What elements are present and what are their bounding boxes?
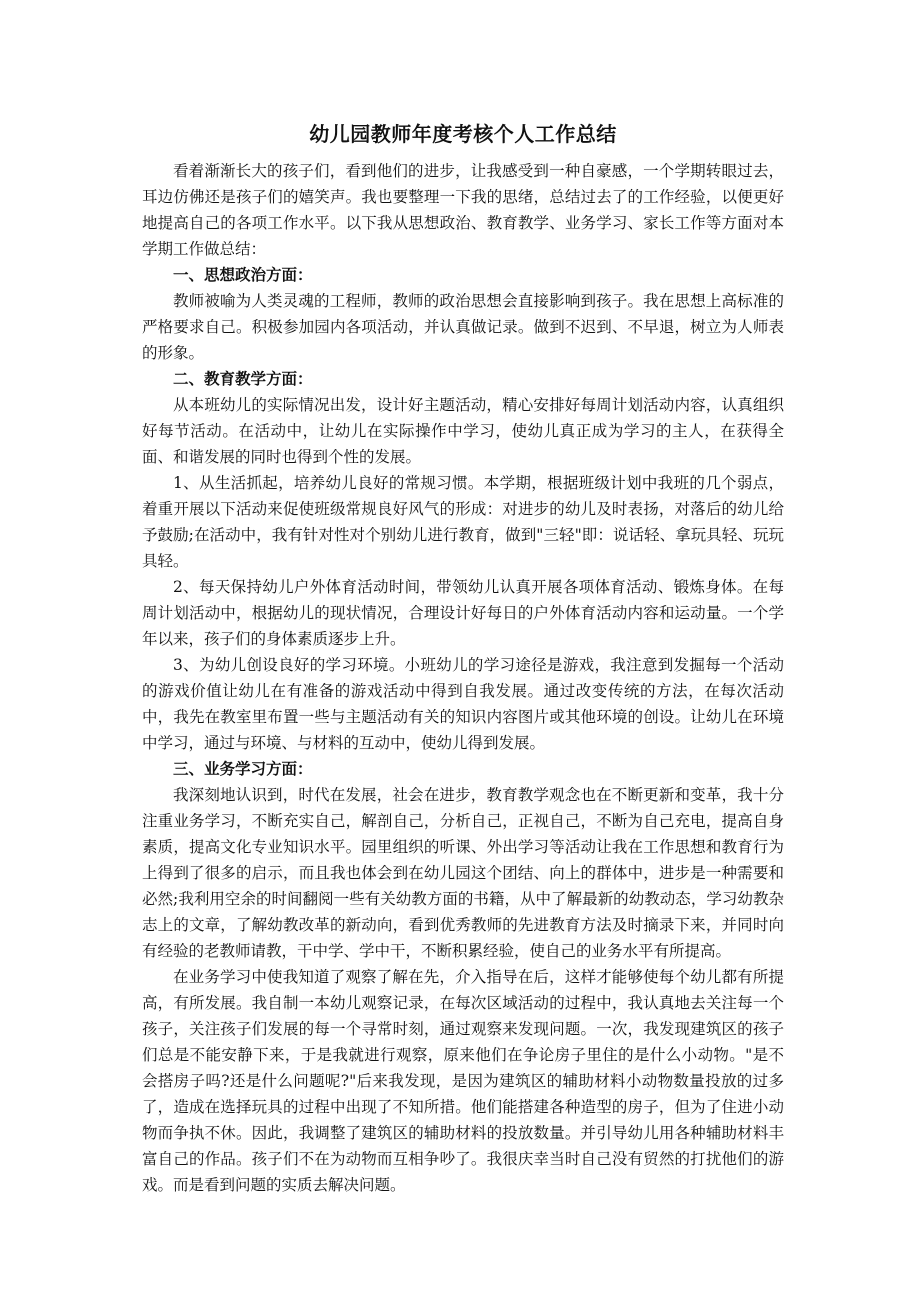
document-page bbox=[142, 120, 784, 1198]
teaching-paragraph-2: 1、从生活抓起，培养幼儿良好的常规习惯。本学期，根据班级计划中我班的几个弱点，着重开展以下活动来促使班级常规良好风气的形成：对进步的幼儿及时表扬，对落后的幼儿给予鼓励;在活动中，我有针对性对个别幼儿进行教育，做到"三轻"即：说话轻、拿玩具轻、玩玩具轻。 bbox=[142, 474, 784, 570]
teaching-paragraph-3: 2、每天保持幼儿户外体育活动时间，带领幼儿认真开展各项体育活动、锻炼身体。在每周计划活动中，根据幼儿的现状情况，合理设计好每日的户外体育活动内容和运动量。一个学年以来，孩子们的身体素质逐步上升。 bbox=[142, 578, 784, 648]
document-title: 幼儿园教师年度考核个人工作总结 bbox=[309, 122, 617, 146]
teaching-paragraph-4: 3、为幼儿创设良好的学习环境。小班幼儿的学习途径是游戏，我注意到发掘每一个活动的游戏价值让幼儿在有准备的游戏活动中得到自我发展。通过改变传统的方法，在每次活动中，我先在教室里布置一些与主题活动有关的知识内容图片或其他环境的创设。让幼儿在环境中学习，通过与环境、与材料的互动中，使幼儿得到发展。 bbox=[142, 656, 784, 752]
section-heading-teaching: 二、教育教学方面： bbox=[173, 370, 313, 388]
intro-paragraph: 看着渐渐长大的孩子们，看到他们的进步，让我感受到一种自豪感，一个学期转眼过去，耳边仿佛还是孩子们的嬉笑声。我也要整理一下我的思绪，总结过去了的工作经验，以便更好地提高自己的各项工作水平。以下我从思想政治、教育教学、业务学习、家长工作等方面对本学期工作做总结： bbox=[142, 162, 784, 258]
teaching-paragraph-1: 从本班幼儿的实际情况出发，设计好主题活动，精心安排好每周计划活动内容，认真组织好每节活动。在活动中，让幼儿在实际操作中学习，使幼儿真正成为学习的主人，在获得全面、和谐发展的同时也得到个性的发展。 bbox=[142, 396, 784, 466]
section-heading-study: 三、业务学习方面： bbox=[173, 760, 313, 778]
study-paragraph-1: 我深刻地认识到，时代在发展，社会在进步，教育教学观念也在不断更新和变革，我十分注重业务学习，不断充实自己，解剖自己，分析自己，正视自己，不断为自己充电，提高自身素质，提高文化专业知识水平。园里组织的听课、外出学习等活动让我在工作思想和教育行为上得到了很多的启示，而且我也体会到在幼儿园这个团结、向上的群体中，进步是一种需要和必然;我利用空余的时间翻阅一些有关幼教方面的书籍，从中了解最新的幼教动态，学习幼教杂志上的文章，了解幼教改革的新动向，看到优秀教师的先进教育方法及时摘录下来，并同时向有经验的老教师请教，干中学、学中干，不断积累经验，使自己的业务水平有所提高。 bbox=[142, 786, 784, 960]
politics-paragraph: 教师被喻为人类灵魂的工程师，教师的政治思想会直接影响到孩子。我在思想上高标准的严格要求自己。积极参加园内各项活动，并认真做记录。做到不迟到、不早退，树立为人师表的形象。 bbox=[142, 292, 784, 362]
study-paragraph-2: 在业务学习中使我知道了观察了解在先，介入指导在后，这样才能够使每个幼儿都有所提高，有所发展。我自制一本幼儿观察记录，在每次区域活动的过程中，我认真地去关注每一个孩子，关注孩子们发展的每一个寻常时刻，通过观察来发现问题。一次，我发现建筑区的孩子们总是不能安静下来，于是我就进行观察，原来他们在争论房子里住的是什么小动物。"是不会搭房子吗?还是什么问题呢?"后来我发现，是因为建筑区的辅助材料小动物数量投放的过多了，造成在选择玩具的过程中出现了不知所措。他们能搭建各种造型的房子，但为了住进小动物而争执不休。因此，我调整了建筑区的辅助材料的投放数量。并引导幼儿用各种辅助材料丰富自己的作品。孩子们不在为动物而互相争吵了。我很庆幸当时自己没有贸然的打扰他们的游戏。而是看到问题的实质去解决问题。 bbox=[142, 968, 784, 1194]
section-heading-politics: 一、思想政治方面： bbox=[173, 266, 313, 284]
